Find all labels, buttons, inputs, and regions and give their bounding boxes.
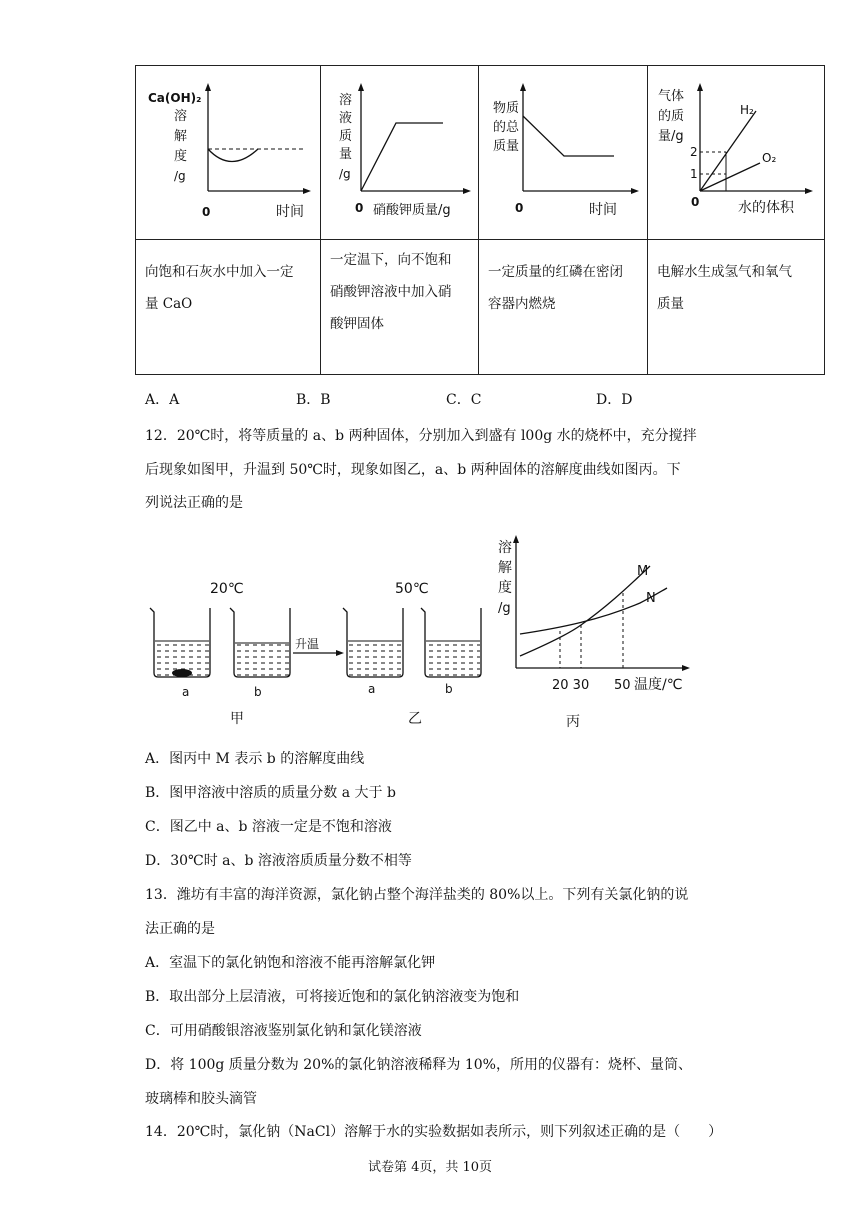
q13-option-d: D．将 100g 质量分数为 20%的氯化钠溶液稀释为 10%，所用的仪器有：烧杯、量筒、 — [145, 1057, 692, 1073]
graph-b — [321, 66, 478, 235]
graph-a — [136, 66, 320, 235]
temp-50: 50℃ — [395, 581, 429, 597]
graph-d-series-h2: H₂ — [740, 103, 754, 117]
graph-c-origin: 0 — [515, 201, 524, 215]
q12-stem-line-1: 12．20℃时，将等质量的 a、b 两种固体，分别加入到盛有 l00g 水的烧杯中，充分搅拌 — [145, 428, 697, 444]
graph-c-ylabel-2: 质量 — [493, 139, 520, 154]
q13-option-c: C．可用硝酸银溶液鉴别氯化钠和氯化镁溶液 — [145, 1023, 422, 1039]
bing-xtick-50: 50 — [614, 678, 631, 693]
graph-a-xlabel: 时间 — [276, 204, 304, 220]
q12-figure — [140, 528, 700, 738]
caption-b-line-2: 硝酸钾溶液中加入硝 — [330, 284, 452, 300]
q13-option-b: B．取出部分上层清液，可将接近饱和的氯化钠溶液变为饱和 — [145, 989, 520, 1005]
graph-d-series-o2: O₂ — [762, 151, 777, 165]
q12-stem-line-3: 列说法正确的是 — [145, 495, 243, 511]
graph-a-ylabel-1: 溶 — [174, 109, 188, 124]
q13-stem-line-2: 法正确的是 — [145, 921, 215, 937]
caption-c-line-2: 容器内燃烧 — [488, 296, 556, 312]
graph-d-tick-1: 1 — [690, 167, 698, 181]
graph-b-xlabel: 硝酸钾质量/g — [373, 203, 451, 218]
fig-label-yi: 乙 — [408, 711, 422, 727]
q12-option-a: A．图丙中 M 表示 b 的溶解度曲线 — [145, 751, 365, 767]
label-b-yi: b — [445, 682, 453, 696]
graph-b-ylabel-4: /g — [339, 167, 351, 181]
q13-option-d-cont: 玻璃棒和胶头滴管 — [145, 1091, 257, 1107]
graph-b-ylabel-2: 质 — [339, 129, 353, 144]
graph-d-ylabel-2: 量/g — [658, 129, 684, 144]
caption-d-line-1: 电解水生成氢气和氧气 — [657, 264, 792, 280]
graph-b-ylabel-1: 液 — [339, 111, 353, 126]
beaker-b-yi — [421, 608, 481, 677]
q12-option-c: C．图乙中 a、b 溶液一定是不饱和溶液 — [145, 819, 392, 835]
bing-ylabel-1: 解 — [498, 560, 512, 576]
q12-stem-line-2: 后现象如图甲，升温到 50℃时，现象如图乙，a、b 两种固体的溶解度曲线如图丙。下 — [145, 462, 681, 478]
curve-m-label: M — [637, 564, 649, 579]
label-a-yi: a — [368, 682, 376, 696]
graph-a-ylabel-4: /g — [174, 169, 186, 183]
q11-option-c: C．C — [446, 392, 482, 408]
graph-b-origin: 0 — [355, 201, 364, 215]
fig-label-jia: 甲 — [230, 711, 244, 727]
graph-b-ylabel-0: 溶 — [339, 93, 353, 108]
q11-graph-table — [135, 65, 825, 375]
graph-c-ylabel-0: 物质 — [493, 101, 520, 116]
graph-d-xlabel: 水的体积 — [738, 200, 794, 216]
graph-a-origin: 0 — [202, 205, 211, 219]
curve-n-label: N — [646, 591, 656, 606]
bing-xticks: 20 30 — [552, 678, 590, 693]
caption-c-line-1: 一定质量的红磷在密闭 — [488, 264, 623, 280]
caption-a-line-1: 向饱和石灰水中加入一定 — [145, 264, 294, 280]
graph-d-ylabel-1: 的质 — [658, 109, 685, 124]
graph-d-ylabel-0: 气体 — [658, 89, 685, 104]
beaker-b-jia — [230, 608, 290, 677]
caption-d-line-2: 质量 — [657, 296, 684, 312]
graph-a-ylabel-0: Ca(OH)₂ — [148, 91, 202, 105]
graph-c — [479, 66, 647, 235]
q12-option-b: B．图甲溶液中溶质的质量分数 a 大于 b — [145, 785, 396, 801]
q13-option-a: A．室温下的氯化钠饱和溶液不能再溶解氯化钾 — [145, 955, 436, 971]
bing-xlabel: 温度/℃ — [634, 677, 683, 693]
caption-b-line-1: 一定温下，向不饱和 — [330, 252, 452, 268]
q13-stem-line-1: 13．潍坊有丰富的海洋资源，氯化钠占整个海洋盐类的 80%以上。下列有关氯化钠的说 — [145, 887, 689, 903]
q11-option-d: D．D — [596, 392, 633, 408]
page-footer: 试卷第 4页，共 10页 — [367, 1160, 493, 1175]
temp-20: 20℃ — [210, 581, 244, 597]
label-a-jia: a — [182, 685, 190, 699]
q11-option-b: B．B — [296, 392, 331, 408]
beaker-a-jia — [150, 608, 210, 677]
fig-label-bing: 丙 — [566, 714, 580, 730]
q12-option-d: D．30℃时 a、b 溶液溶质质量分数不相等 — [145, 853, 412, 869]
caption-a-line-2: 量 CaO — [145, 296, 193, 312]
q14-stem: 14．20℃时，氯化钠（NaCl）溶解于水的实验数据如表所示，则下列叙述正确的是（ ） — [145, 1124, 723, 1140]
graph-c-xlabel: 时间 — [589, 202, 617, 218]
beaker-a-yi — [343, 608, 403, 677]
graph-a-ylabel-3: 度 — [174, 149, 188, 164]
bing-ylabel-2: 度 — [498, 580, 512, 596]
caption-b-line-3: 酸钾固体 — [330, 316, 384, 332]
graph-d-origin: 0 — [691, 195, 700, 209]
graph-b-ylabel-3: 量 — [339, 147, 353, 162]
graph-c-ylabel-1: 的总 — [493, 120, 520, 135]
arrow-label: 升温 — [295, 637, 320, 651]
bing-ylabel-3: /g — [498, 601, 511, 616]
bing-ylabel-0: 溶 — [498, 540, 512, 556]
label-b-jia: b — [254, 685, 262, 699]
q11-option-a: A．A — [145, 392, 180, 408]
graph-d — [648, 66, 824, 235]
graph-a-ylabel-2: 解 — [174, 129, 188, 144]
graph-d-tick-2: 2 — [690, 145, 698, 159]
